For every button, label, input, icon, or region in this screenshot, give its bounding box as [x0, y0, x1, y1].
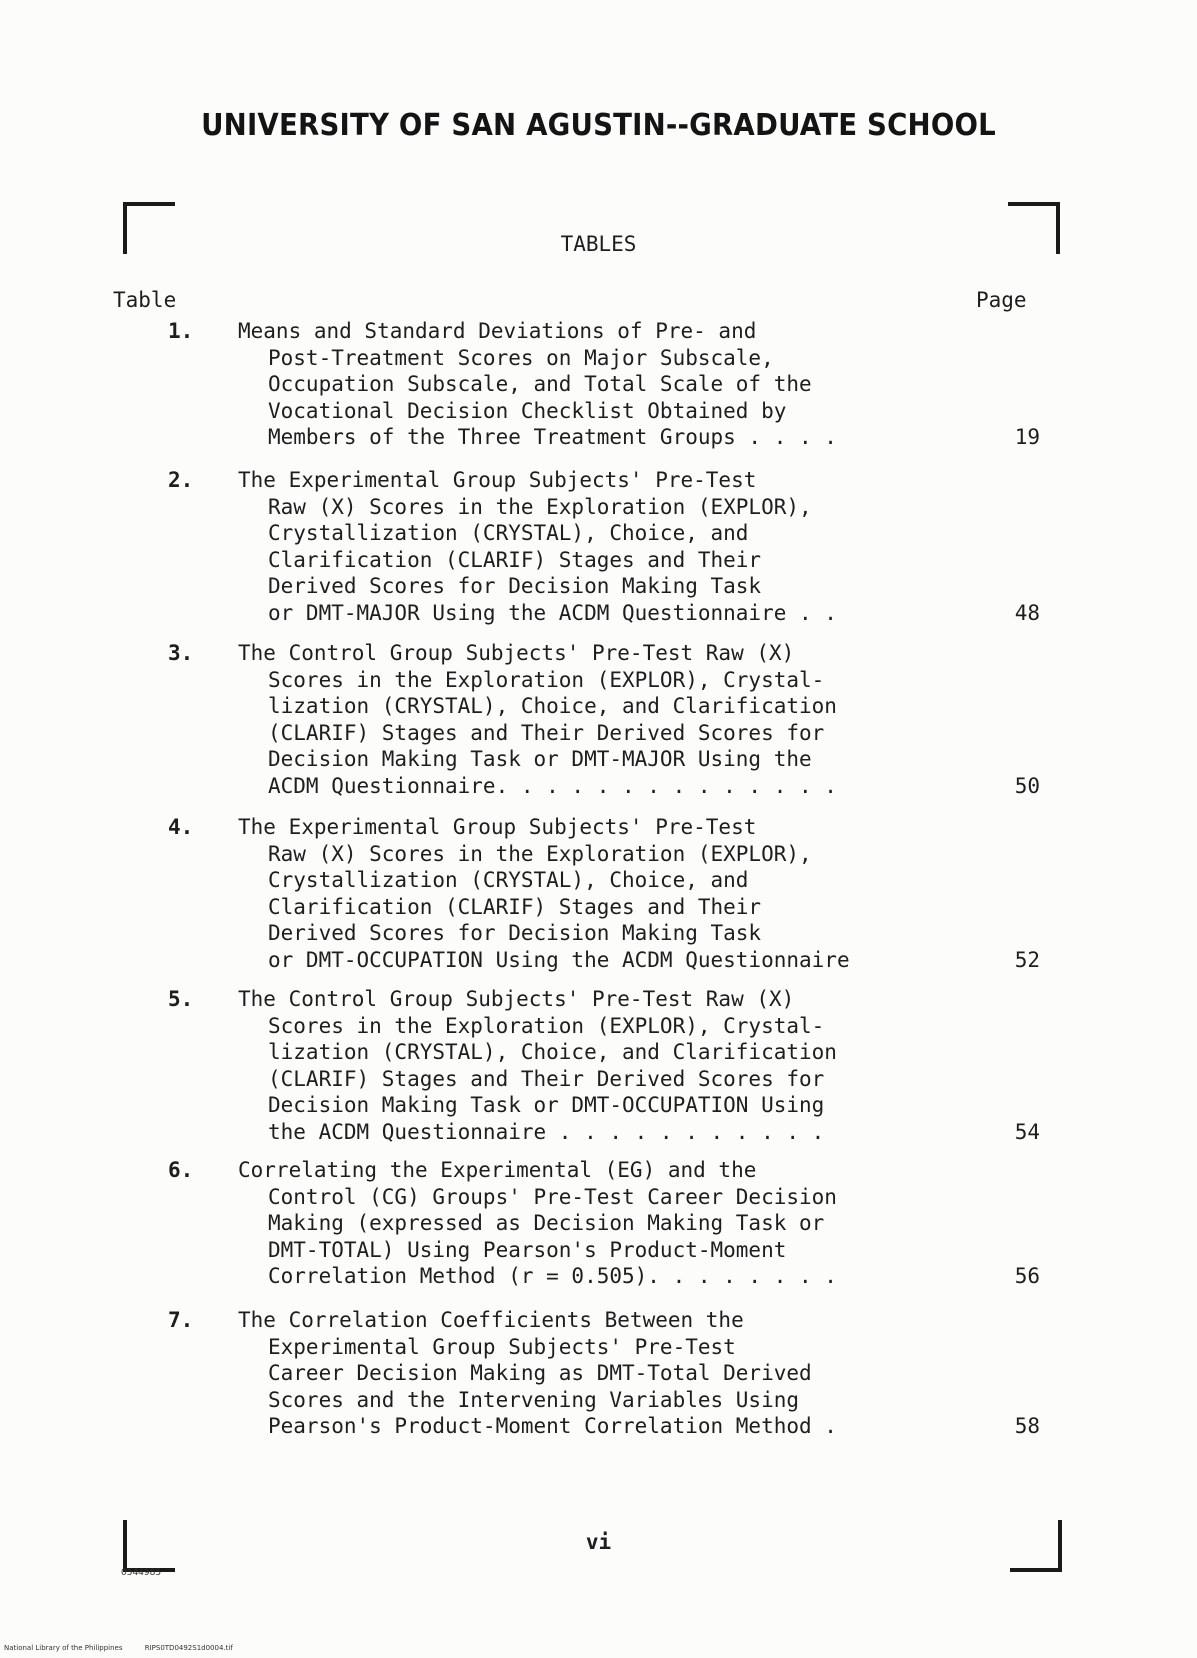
title-line: The Correlation Coefficients Between the [238, 1308, 744, 1332]
table-title [238, 986, 968, 1145]
table-number: 1. [168, 319, 194, 343]
title-line: Occupation Subscale, and Total Scale of the [268, 372, 812, 396]
credit-filename: RIPS0TD0492S1d0004.tif [144, 1644, 233, 1652]
title-line: Members of the Three Treatment Groups . . . . [268, 425, 837, 449]
title-line: Raw (X) Scores in the Exploration (EXPLOR), [268, 494, 812, 519]
page-ref: 19 [1014, 425, 1040, 449]
title-line: Clarification (CLARIF) Stages and Their [268, 894, 762, 919]
title-line: Decision Making Task or DMT-MAJOR Using the [268, 747, 812, 771]
title-line: Experimental Group Subjects' Pre-Test [268, 1334, 736, 1359]
title-line: Scores in the Exploration (EXPLOR), Crystal- [268, 667, 825, 692]
table-number: 7. [168, 1308, 194, 1332]
title-line: Derived Scores for Decision Making Task [268, 921, 762, 945]
title-line: ACDM Questionnaire. . . . . . . . . . . . . . [268, 773, 837, 798]
table-number: 2. [168, 468, 194, 492]
table-title [238, 814, 968, 973]
table-number: 6. [168, 1158, 194, 1182]
table-title [238, 640, 968, 799]
section-heading: TABLES [560, 232, 637, 256]
table-number: 3. [168, 641, 194, 665]
title-line: Career Decision Making as DMT-Total Derived [268, 1361, 812, 1385]
table-title [238, 1307, 968, 1440]
page-ref: 56 [1014, 1264, 1040, 1288]
table-title [238, 1157, 968, 1290]
title-line: Control (CG) Groups' Pre-Test Career Decision [268, 1184, 837, 1209]
title-line: or DMT-OCCUPATION Using the ACDM Questionnaire [268, 947, 850, 972]
title-line: Vocational Decision Checklist Obtained by [268, 398, 787, 423]
column-label-page: Page [976, 288, 1027, 312]
title-line: lization (CRYSTAL), Choice, and Clarification [268, 694, 837, 718]
title-line: Correlating the Experimental (EG) and the [238, 1158, 757, 1182]
title-line: Scores in the Exploration (EXPLOR), Crystal- [268, 1013, 825, 1038]
title-line: Post-Treatment Scores on Major Subscale, [268, 345, 774, 370]
table-title [238, 318, 968, 451]
title-line: DMT-TOTAL) Using Pearson's Product-Moment [268, 1237, 787, 1262]
title-line: Raw (X) Scores in the Exploration (EXPLOR), [268, 841, 812, 866]
title-line: Means and Standard Deviations of Pre- and [238, 319, 757, 343]
title-line: Pearson's Product-Moment Correlation Method . [268, 1414, 837, 1438]
page-ref: 58 [1014, 1414, 1040, 1438]
credit-library: National Library of the Philippines [4, 1644, 123, 1652]
archive-stamp: 0544985 [121, 1568, 162, 1578]
title-line: Crystallization (CRYSTAL), Choice, and [268, 868, 749, 892]
title-line: Clarification (CLARIF) Stages and Their [268, 547, 762, 572]
title-line: Correlation Method (r = 0.505). . . . . . . . [268, 1264, 837, 1288]
table-title [238, 467, 968, 626]
page-number: vi [585, 1530, 612, 1554]
scan-credit [4, 1644, 253, 1652]
page-ref: 50 [1014, 773, 1040, 798]
title-line: Crystallization (CRYSTAL), Choice, and [268, 521, 749, 545]
title-line: (CLARIF) Stages and Their Derived Scores for [268, 720, 825, 745]
table-number: 4. [168, 815, 194, 839]
page-ref: 48 [1014, 600, 1040, 625]
column-label-table: Table [113, 288, 177, 312]
title-line: The Control Group Subjects' Pre-Test Raw (X) [238, 987, 795, 1011]
title-line: Derived Scores for Decision Making Task [268, 574, 762, 598]
title-line: Decision Making Task or DMT-OCCUPATION Using [268, 1093, 825, 1117]
title-line: or DMT-MAJOR Using the ACDM Questionnaire . . [268, 600, 837, 625]
title-line: Scores and the Intervening Variables Using [268, 1387, 800, 1412]
title-line: The Control Group Subjects' Pre-Test Raw (X) [238, 641, 795, 665]
title-line: lization (CRYSTAL), Choice, and Clarification [268, 1040, 837, 1064]
title-line: Making (expressed as Decision Making Task or [268, 1211, 825, 1235]
title-line: The Experimental Group Subjects' Pre-Test [238, 468, 757, 492]
title-line: The Experimental Group Subjects' Pre-Test [238, 815, 757, 839]
page-ref: 54 [1014, 1119, 1040, 1144]
institution-header: UNIVERSITY OF SAN AGUSTIN--GRADUATE SCHOOL [201, 108, 996, 143]
table-number: 5. [168, 987, 194, 1011]
title-line: (CLARIF) Stages and Their Derived Scores for [268, 1066, 825, 1091]
page-ref: 52 [1014, 947, 1040, 972]
title-line: the ACDM Questionnaire . . . . . . . . . . . [268, 1119, 825, 1144]
